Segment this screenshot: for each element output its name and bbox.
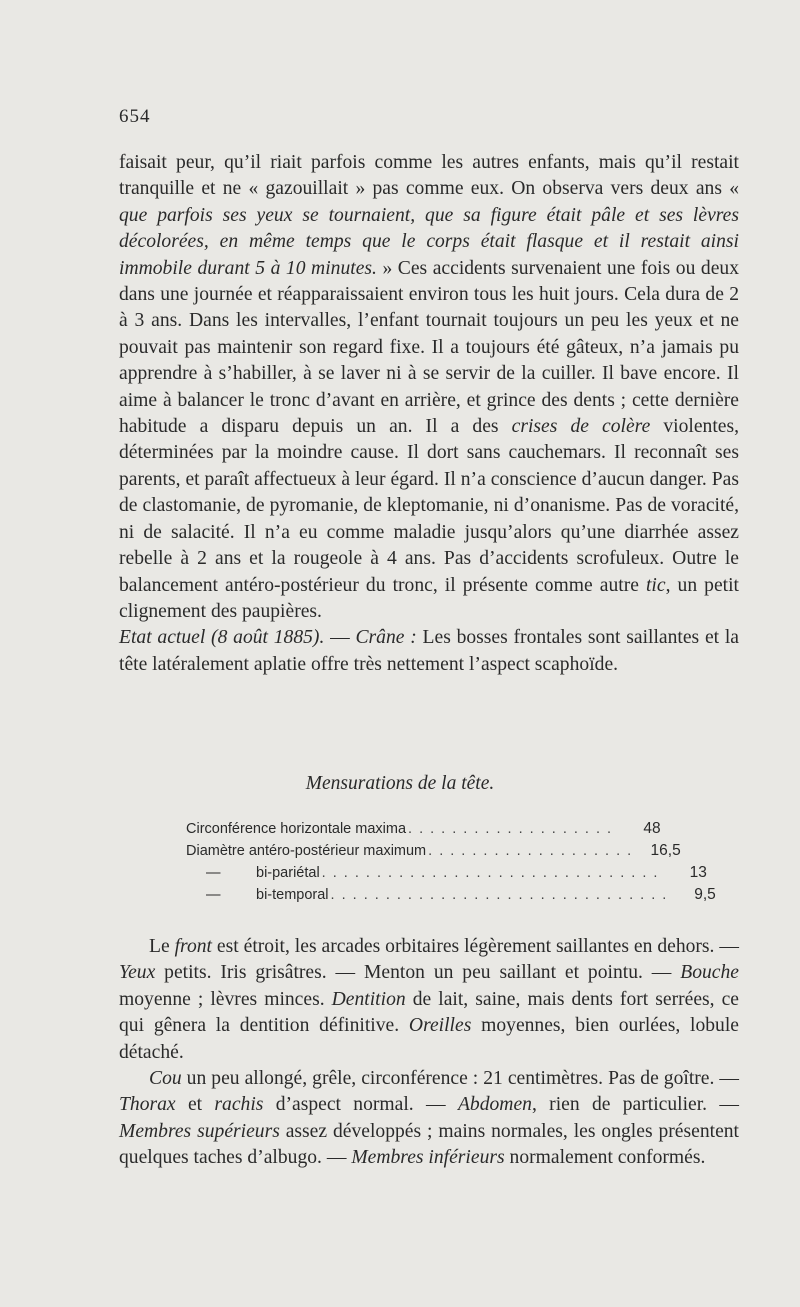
text-run: , un petit clignement des paupières. <box>119 574 739 622</box>
measure-label-sub <box>186 884 329 906</box>
paragraph-history <box>119 150 739 625</box>
ditto-dash: — <box>206 887 221 903</box>
paragraph-body <box>119 1066 739 1172</box>
text-run: Les bosses frontales sont saillantes et la tête latéralement aplatie offre très nettement l’aspect scaphoïde. <box>119 627 739 675</box>
italic-term: Thorax <box>119 1094 176 1116</box>
text-run: de lait, saine, mais dents fort serrées, ce qui gênera la dentition définitive. <box>119 988 739 1037</box>
measurements-table <box>186 818 716 906</box>
paragraph-face <box>119 934 739 1066</box>
italic-term: tic <box>645 574 666 596</box>
body-text-upper <box>119 150 739 678</box>
text-run: normalement conformés. <box>504 1147 706 1169</box>
italic-term: Membres inférieurs <box>351 1147 505 1169</box>
leader-dots: . . . . . . . . . . . . . . . . . . . . . . . . . . . . . . . <box>321 865 659 881</box>
page-number: 654 <box>119 106 151 127</box>
measure-label: Diamètre antéro-postérieur maximum <box>186 843 427 859</box>
italic-term: rachis <box>214 1094 264 1116</box>
measure-value: 16,5 <box>650 842 681 859</box>
table-row <box>186 884 716 906</box>
measure-label: bi-temporal <box>256 887 329 903</box>
paragraph-current-state <box>119 625 739 678</box>
text-run: , rien de particulier. — <box>531 1094 739 1116</box>
italic-term: Abdomen <box>457 1094 532 1116</box>
italic-term: crises de colère <box>511 416 651 438</box>
italic-quote: que parfois ses yeux se tournaient, que sa figure était pâle et ses lèvres décolorées, en même temps que le corps était flasque et il restait ainsi immobile durant 5 à 10 minutes. <box>119 204 739 279</box>
text-run: petits. Iris grisâtres. — Menton un peu saillant et pointu. — <box>155 962 681 984</box>
text-run: assez développés ; mains normales, les ongles présentent quelques taches d’albugo. — <box>119 1120 740 1169</box>
text-run: violentes, déterminées par la moindre cause. Il dort sans cauchemars. Il reconnaît ses parents, et paraît affectueux à leur égard. Il n’a conscience d’aucun danger. Pas de clastomanie, de pyromanie, de kleptomanie, ni d’onanisme. Pas de voracité, ni de salacité. Il n’a eu comme maladie jusqu’alors qu’une diarrhée assez rebelle à 2 ans et la rougeole à 4 ans. Pas d’accidents scrofuleux. Outre le balancement antéro-postérieur du tronc, il présente comme autre <box>119 416 739 596</box>
italic-term: Membres supérieurs <box>119 1120 280 1142</box>
italic-term: Bouche <box>680 962 739 984</box>
leader-dots: . . . . . . . . . . . . . . . . . . . <box>428 843 633 859</box>
section-title: Mensurations de la tête. <box>305 773 495 794</box>
measure-value: 48 <box>643 820 661 837</box>
italic-term: Dentition <box>331 988 406 1010</box>
text-run: d’aspect normal. — <box>263 1094 458 1116</box>
text-run: — <box>324 627 356 649</box>
table-row <box>186 840 681 862</box>
text-run: moyennes, bien ourlées, lobule détaché. <box>119 1015 739 1063</box>
text-run: un peu allongé, grêle, circonférence : 21 centimètres. Pas de goître. — <box>181 1068 739 1090</box>
text-run: moyenne ; lèvres minces. <box>119 988 332 1010</box>
italic-term: Cou <box>149 1068 182 1090</box>
italic-term: Oreilles <box>408 1015 472 1037</box>
text-run: et <box>175 1094 215 1116</box>
leader-dots: . . . . . . . . . . . . . . . . . . . <box>408 821 613 837</box>
text-run: Le <box>149 936 175 957</box>
measure-label: bi-pariétal <box>256 865 320 881</box>
table-row <box>186 818 661 840</box>
table-row <box>186 862 707 884</box>
ditto-dash: — <box>206 865 221 881</box>
leader-dots: . . . . . . . . . . . . . . . . . . . . . . . . . . . . . . . <box>330 887 668 903</box>
measure-value: 9,5 <box>694 886 716 903</box>
measure-label-sub <box>186 862 320 884</box>
italic-term: Yeux <box>119 962 156 984</box>
text-run: faisait peur, qu’il riait parfois comme les autres enfants, mais qu’il restait tranquille et ne « gazouillait » pas comme eux. On observa vers deux ans « <box>119 152 739 200</box>
italic-heading: Etat actuel (8 août 1885). <box>119 627 325 649</box>
italic-term: Crâne : <box>355 627 417 649</box>
italic-term: front <box>174 936 212 957</box>
text-run: est étroit, les arcades orbitaires légèrement saillantes en dehors. — <box>212 936 739 957</box>
measure-label: Circonférence horizontale maxima <box>186 821 407 837</box>
body-text-lower <box>119 934 739 1172</box>
text-run: » Ces accidents survenaient une fois ou deux dans une journée et réapparaissaient environ tous les huit jours. Cela dura de 2 à 3 ans. Dans les intervalles, l’enfant tournait toujours un peu les yeux et ne pouvait pas maintenir son regard fixe. Il a toujours été gâteux, n’a jamais pu apprendre à s’habiller, à se laver ni à se servir de la cuiller. Il bave encore. Il aime à balancer le tronc d’avant en arrière, et grince des dents ; cette dernière habitude a disparu depuis un an. Il a des <box>119 257 739 438</box>
measure-value: 13 <box>689 864 707 881</box>
